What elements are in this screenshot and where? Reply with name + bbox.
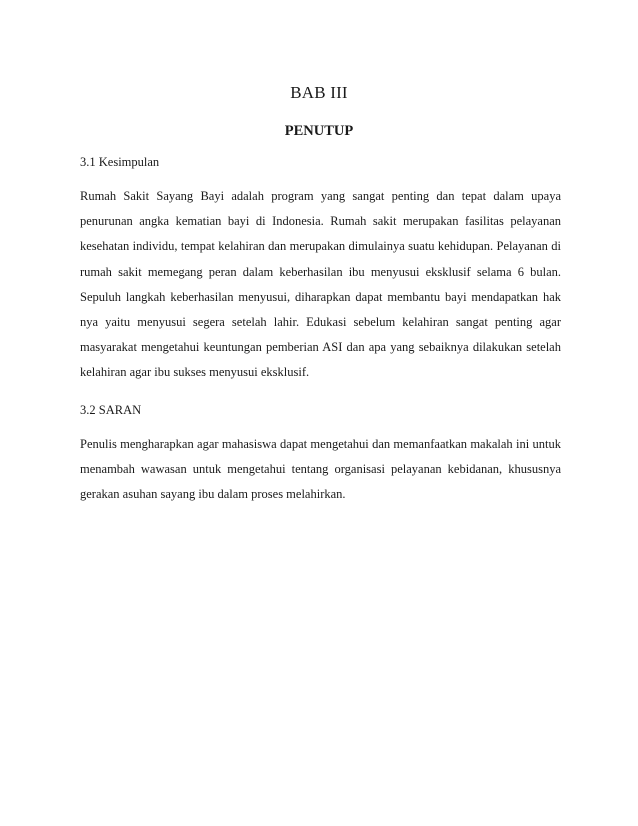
section-paragraph-kesimpulan: Rumah Sakit Sayang Bayi adalah program yang sangat penting dan tepat dalam upaya penurunan angka kematian bayi di Indonesia. Rumah sakit merupakan fasilitas pelayanan kesehatan individu, tempat kelahiran dan merupakan dimulainya suatu kehidupan. Pelayanan di rumah sakit memegang peran dalam keberhasilan ibu menyusui eksklusif selama 6 bulan. Sepuluh langkah keberhasilan menyusui, diharapkan dapat membantu bayi mendapatkan hak nya yaitu menyusui segera setelah lahir. Edukasi sebelum kelahiran sangat penting agar masyarakat mengetahui keuntungan pemberian ASI dan apa yang sebaiknya dilakukan setelah kelahiran agar ibu sukses menyusui eksklusif.: [80, 189, 561, 380]
page-title: PENUTUP: [284, 123, 354, 139]
section-paragraph-saran: Penulis mengharapkan agar mahasiswa dapat mengetahui dan memanfaatkan makalah ini untuk menambah wawasan untuk mengetahui tentang organisasi pelayanan kebidanan, khususnya gerakan asuhan sayang ibu dalam proses melahirkan.: [80, 437, 561, 502]
section-heading-kesimpulan: 3.1 Kesimpulan: [80, 155, 160, 169]
chapter-label-text: BAB III: [290, 83, 348, 102]
section-heading-saran: 3.2 SARAN: [80, 403, 142, 417]
chapter-label: [0, 83, 638, 103]
